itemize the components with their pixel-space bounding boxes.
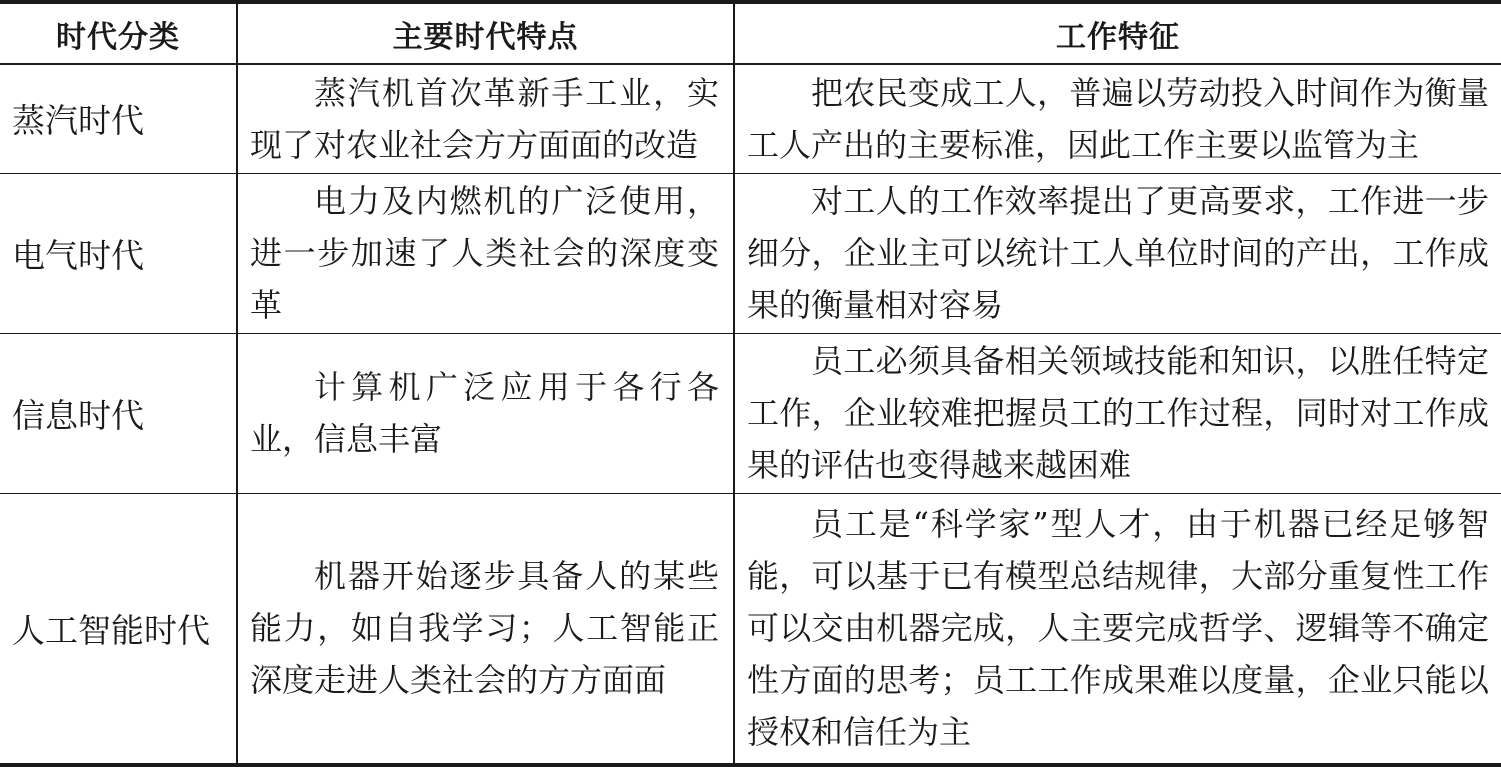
- work-cell: 对工人的工作效率提出了更高要求，工作进一步细分，企业主可以统计工人单位时间的产出，工作成果的衡量相对容易: [734, 173, 1501, 333]
- era-cell: 人工智能时代: [0, 493, 237, 765]
- table-row: [0, 173, 1501, 333]
- work-cell: 把农民变成工人，普遍以劳动投入时间作为衡量工人产出的主要标准，因此工作主要以监管为主: [734, 64, 1501, 173]
- table-row: [0, 493, 1501, 765]
- work-cell: 员工是“科学家”型人才，由于机器已经足够智能，可以基于已有模型总结规律，大部分重复性工作可以交由机器完成，人主要完成哲学、逻辑等不确定性方面的思考；员工工作成果难以度量，企业只能以授权和信任为主: [734, 493, 1501, 765]
- table-header: [0, 2, 1501, 64]
- features-cell: 电力及内燃机的广泛使用，进一步加速了人类社会的深度变革: [237, 173, 734, 333]
- header-work-characteristics: 工作特征: [734, 2, 1501, 64]
- header-main-features: 主要时代特点: [237, 2, 734, 64]
- era-cell: 信息时代: [0, 333, 237, 493]
- work-cell: 员工必须具备相关领域技能和知识，以胜任特定工作，企业较难把握员工的工作过程，同时对工作成果的评估也变得越来越困难: [734, 333, 1501, 493]
- header-row: [0, 2, 1501, 64]
- era-cell: 电气时代: [0, 173, 237, 333]
- header-era-category: 时代分类: [0, 2, 237, 64]
- era-cell: 蒸汽时代: [0, 64, 237, 173]
- table-row: [0, 64, 1501, 173]
- features-cell: 蒸汽机首次革新手工业，实现了对农业社会方方面面的改造: [237, 64, 734, 173]
- table-body: [0, 64, 1501, 765]
- table-row: [0, 333, 1501, 493]
- features-cell: 机器开始逐步具备人的某些能力，如自我学习；人工智能正深度走进人类社会的方方面面: [237, 493, 734, 765]
- features-cell: 计算机广泛应用于各行各业，信息丰富: [237, 333, 734, 493]
